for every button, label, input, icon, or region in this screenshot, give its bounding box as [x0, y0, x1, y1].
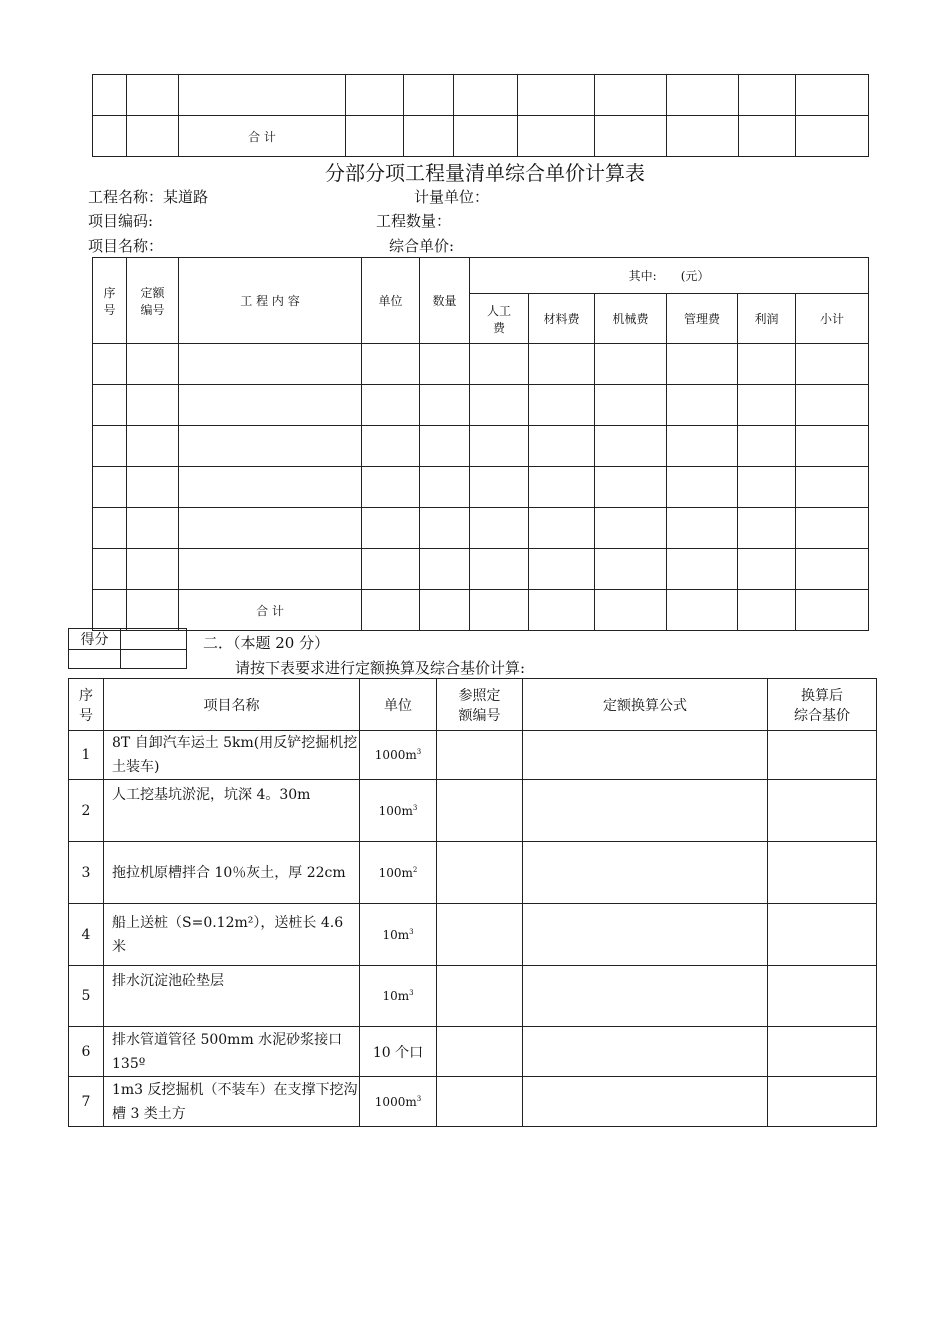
- section-instruction: 请按下表要求进行定额换算及综合基价计算:: [235, 659, 526, 677]
- table-header-row: [69, 679, 877, 731]
- table-row: [69, 731, 877, 780]
- conversion-table: [68, 678, 877, 1127]
- top-table: [92, 74, 869, 157]
- row-unit: 10 个口: [360, 1027, 437, 1077]
- score-box: [68, 628, 187, 669]
- row-unit: $100m^2$: [360, 842, 437, 904]
- col-header-formula: 定额换算公式: [523, 679, 768, 731]
- col-header-material: 材料费: [529, 294, 595, 344]
- row-name: 人工挖基坑淤泥，坑深 4。30m: [104, 780, 360, 842]
- col-header-name: 项目名称: [104, 679, 360, 731]
- unit-price-label: 综合单价:: [389, 237, 455, 255]
- project-name-label: 工程名称：某道路: [88, 188, 209, 206]
- item-code-label: 项目编码:: [88, 212, 154, 230]
- table-header-row: [93, 258, 869, 294]
- table-row: [69, 1027, 877, 1077]
- table-row: [93, 75, 869, 116]
- row-name: 排水管道管径 500mm 水泥砂浆接口 135º: [104, 1027, 360, 1077]
- table-row: [93, 508, 869, 549]
- row-seq: 7: [69, 1077, 104, 1127]
- table-row: [93, 426, 869, 467]
- row-name: 1m3 反挖掘机（不装车）在支撑下挖沟槽 3 类土方: [104, 1077, 360, 1127]
- calc-table: [92, 257, 869, 631]
- row-name: 排水沉淀池砼垫层: [104, 966, 360, 1027]
- score-value-cell: [121, 629, 187, 650]
- col-header-qty: 数量: [420, 258, 470, 344]
- table-row: [69, 842, 877, 904]
- table-row: [93, 344, 869, 385]
- col-header-seq: 序 号: [69, 679, 104, 731]
- section-heading: 二．（本题 20 分）: [203, 634, 330, 652]
- row-unit: $1000m^3$: [360, 731, 437, 780]
- table-row: [69, 780, 877, 842]
- row-unit: $10m^3$: [360, 966, 437, 1027]
- total-label: 合 计: [179, 590, 362, 631]
- col-header-seq: 序 号: [93, 258, 127, 344]
- score-empty-cell: [121, 650, 187, 669]
- row-unit: $1000m^3$: [360, 1077, 437, 1127]
- col-header-unit: 单位: [362, 258, 420, 344]
- col-header-ref: 参照定 额编号: [437, 679, 523, 731]
- col-header-subtotal: 小计: [796, 294, 869, 344]
- item-name-label: 项目名称：: [88, 237, 164, 255]
- page-title: 分部分项工程量清单综合单价计算表: [325, 161, 645, 185]
- table-row: [93, 385, 869, 426]
- col-header-content: 工 程 内 容: [179, 258, 362, 344]
- score-label: 得分: [69, 629, 121, 650]
- score-empty-cell: [69, 650, 121, 669]
- table-row: [93, 467, 869, 508]
- row-seq: 6: [69, 1027, 104, 1077]
- table-row: [93, 590, 869, 631]
- table-row: [93, 116, 869, 157]
- row-name: 船上送桩（S=0.12m²），送桩长 4.6 米: [104, 904, 360, 966]
- row-unit: $100m^3$: [360, 780, 437, 842]
- table-row: [69, 966, 877, 1027]
- col-header-labor: 人工 费: [470, 294, 529, 344]
- row-unit: $10m^3$: [360, 904, 437, 966]
- col-header-profit: 利润: [738, 294, 796, 344]
- col-header-mgmt: 管理费: [667, 294, 738, 344]
- row-seq: 1: [69, 731, 104, 780]
- row-seq: 4: [69, 904, 104, 966]
- quantity-label: 工程数量：: [376, 212, 452, 230]
- table-row: [69, 904, 877, 966]
- table-row: [69, 1077, 877, 1127]
- row-seq: 5: [69, 966, 104, 1027]
- unit-label: 计量单位：: [414, 188, 490, 206]
- total-label: 合 计: [179, 116, 346, 157]
- row-name: 8T 自卸汽车运土 5km(用反铲挖掘机挖土装车): [104, 731, 360, 780]
- row-seq: 2: [69, 780, 104, 842]
- col-header-group: 其中: (元）: [470, 258, 869, 294]
- col-header-quota: 定额 编号: [127, 258, 179, 344]
- col-header-price: 换算后 综合基价: [768, 679, 877, 731]
- table-row: [93, 549, 869, 590]
- row-name: 拖拉机原槽拌合 10％灰土，厚 22cm: [104, 842, 360, 904]
- col-header-machine: 机械费: [595, 294, 667, 344]
- row-seq: 3: [69, 842, 104, 904]
- col-header-unit: 单位: [360, 679, 437, 731]
